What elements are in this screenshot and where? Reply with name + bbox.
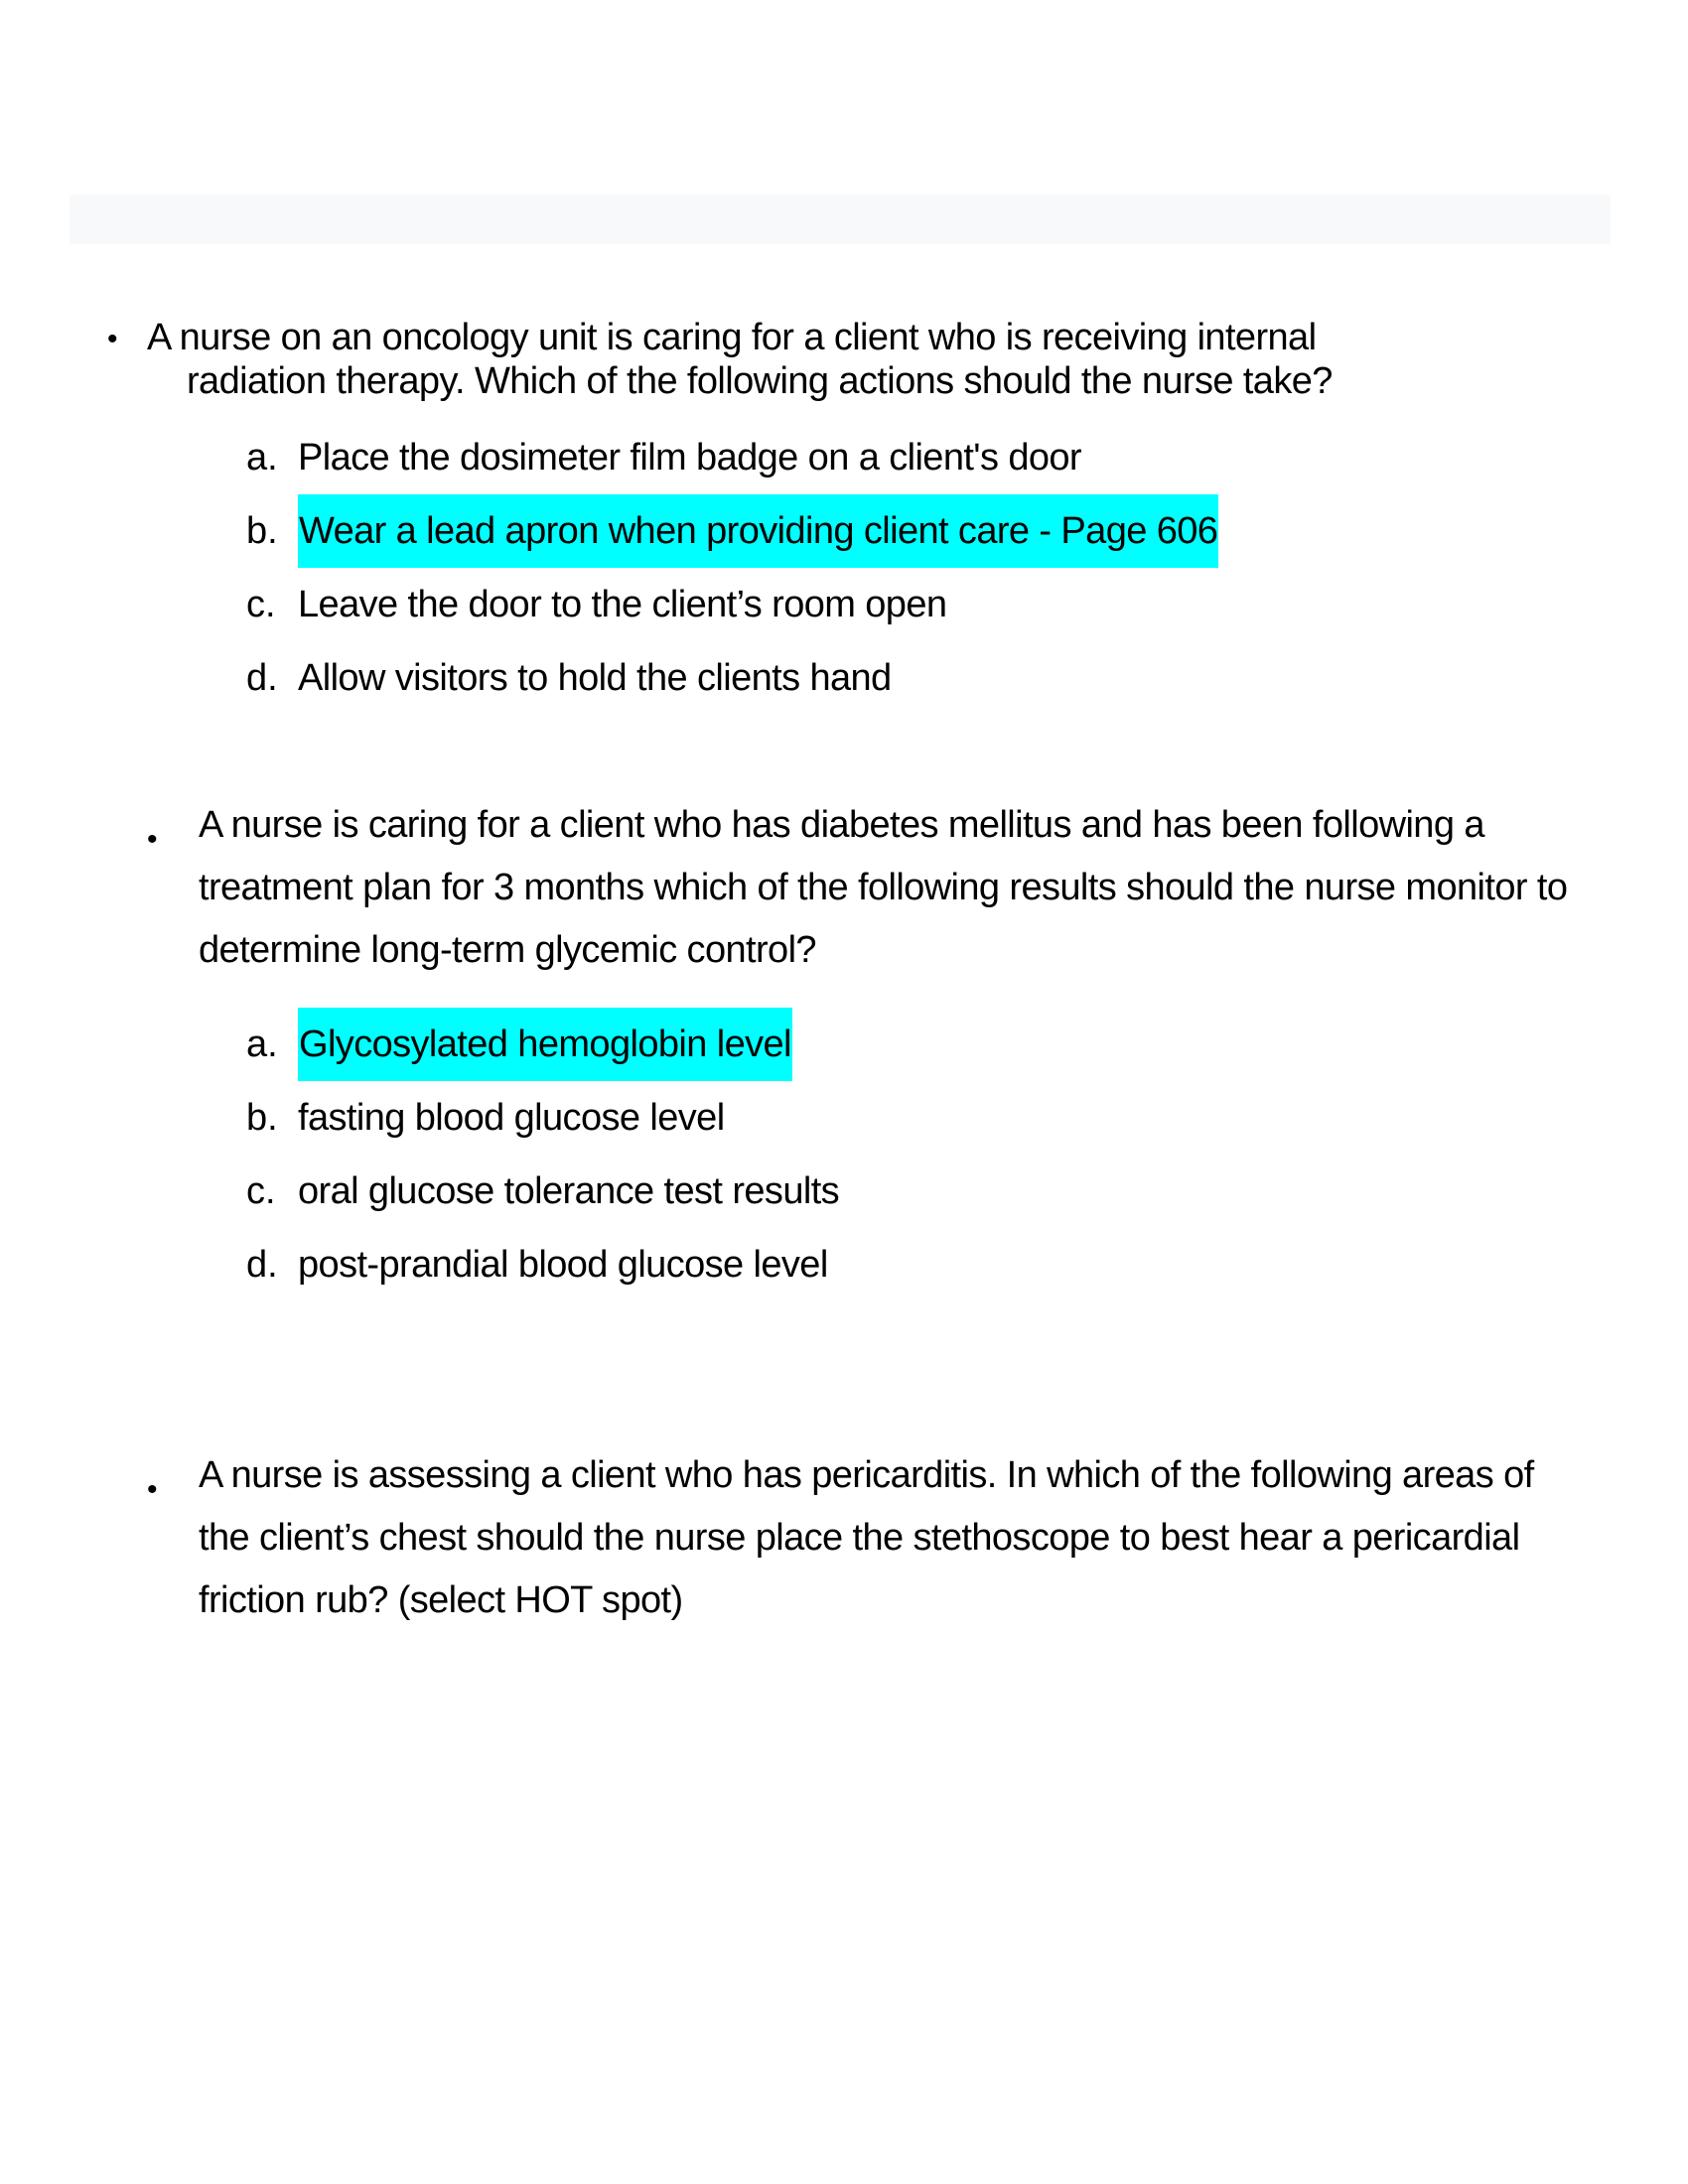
option-letter: d. xyxy=(246,657,278,699)
option-d[interactable] xyxy=(147,1228,1577,1301)
option-text-highlighted: Wear a lead apron when providing client care - Page 606 xyxy=(298,494,1218,568)
bullet: • xyxy=(147,823,157,856)
option-a[interactable] xyxy=(147,1008,1577,1081)
stem-text: A nurse is assessing a client who has pericarditis. In which of the following areas of the client’s chest should the nurse place the stethoscope to best hear a pericardial friction rub? (select HOT spot) xyxy=(199,1454,1534,1621)
option-letter: c. xyxy=(246,584,276,625)
option-b[interactable] xyxy=(147,494,1577,568)
option-letter: d. xyxy=(246,1244,278,1286)
option-text: fasting blood glucose level xyxy=(298,1097,725,1139)
question-1 xyxy=(107,316,1577,715)
option-text: post-prandial blood glucose level xyxy=(298,1244,828,1286)
option-a[interactable] xyxy=(147,421,1577,494)
bullet: • xyxy=(147,1473,157,1506)
option-letter: a. xyxy=(246,437,278,478)
answer-options xyxy=(147,1008,1577,1301)
option-text: oral glucose tolerance test results xyxy=(298,1170,840,1212)
stem-text: A nurse is caring for a client who has diabetes mellitus and has been following a treatment plan for 3 months which of the following results should the nurse monitor to determine long-term glycemic control? xyxy=(199,804,1568,971)
header-band xyxy=(70,195,1611,244)
option-letter: b. xyxy=(246,1097,278,1139)
option-text: Leave the door to the client’s room open xyxy=(298,584,947,625)
option-letter: b. xyxy=(246,510,278,552)
question-stem: • A nurse on an oncology unit is caring for a client who is receiving internal radiation therapy. Which of the following actions should the nurse take? xyxy=(147,316,1577,403)
option-d[interactable] xyxy=(147,641,1577,715)
stem-line-1: A nurse on an oncology unit is caring for a client who is receiving internal xyxy=(147,317,1317,358)
question-3 xyxy=(147,1444,1577,1632)
question-stem xyxy=(147,794,1577,982)
option-b[interactable] xyxy=(147,1081,1577,1155)
stem-line-2: radiation therapy. Which of the following actions should the nurse take? xyxy=(187,360,1333,402)
option-letter: a. xyxy=(246,1024,278,1065)
option-c[interactable] xyxy=(147,568,1577,641)
option-text: Allow visitors to hold the clients hand xyxy=(298,657,892,699)
option-text-highlighted: Glycosylated hemoglobin level xyxy=(298,1008,792,1081)
option-text: Place the dosimeter film badge on a client's door xyxy=(298,437,1081,478)
question-2 xyxy=(147,794,1577,1301)
answer-options xyxy=(147,421,1577,715)
question-stem xyxy=(147,1444,1577,1632)
option-letter: c. xyxy=(246,1170,276,1212)
option-c[interactable] xyxy=(147,1155,1577,1228)
